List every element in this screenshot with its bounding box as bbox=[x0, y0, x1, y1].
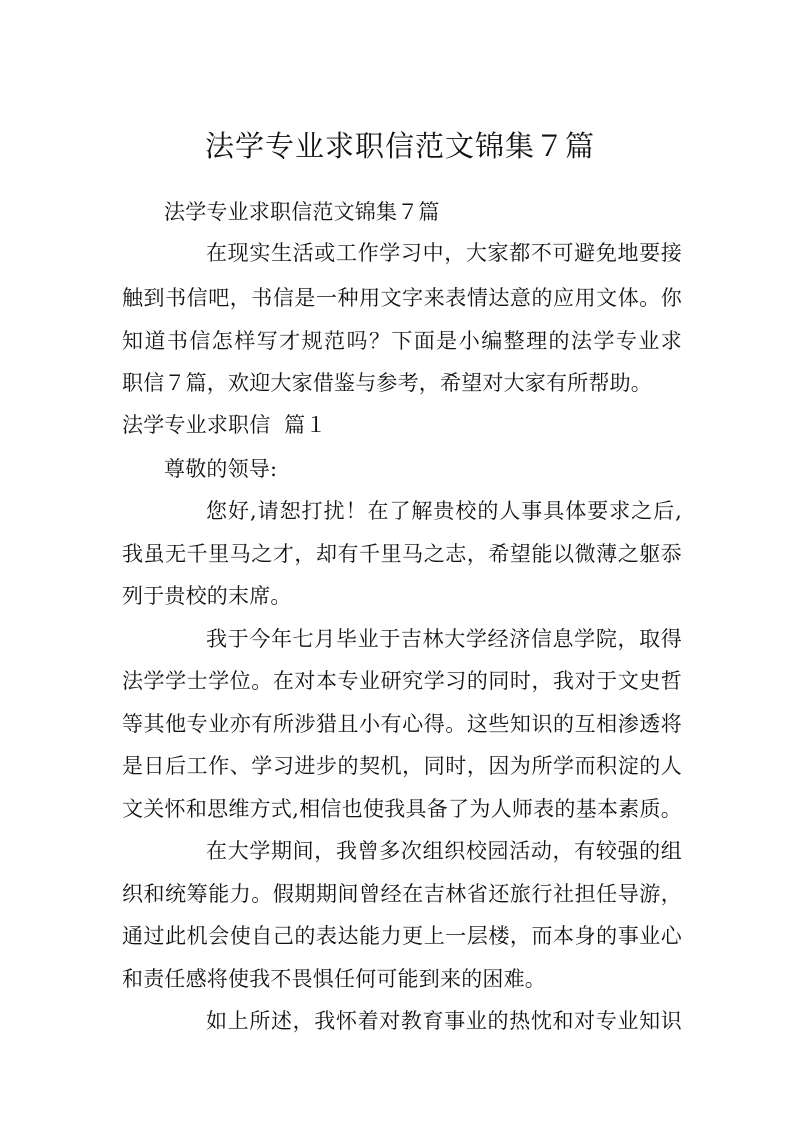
intro-line-2: 触到书信吧，书信是一种用文字来表情达意的应用文体。你 bbox=[122, 286, 682, 310]
paragraph2-line-4: 是日后工作、学习进步的契机，同时，因为所学而积淀的人 bbox=[122, 754, 682, 778]
intro-line-4: 职信７篇，欢迎大家借鉴与参考，希望对大家有所帮助。 bbox=[122, 371, 652, 395]
paragraph2-line-3: 等其他专业亦有所涉猎且小有心得。这些知识的互相渗透将 bbox=[122, 712, 682, 736]
paragraph2-line-1: 我于今年七月毕业于吉林大学经济信息学院，取得 bbox=[206, 627, 682, 651]
paragraph3-line-1: 在大学期间，我曾多次组织校园活动，有较强的组 bbox=[206, 839, 682, 863]
section-heading: 法学专业求职信 篇１ bbox=[122, 413, 327, 437]
paragraph3-line-4: 和责任感将使我不畏惧任何可能到来的困难。 bbox=[122, 967, 546, 991]
greeting: 尊敬的领导: bbox=[164, 457, 278, 481]
document-subtitle: 法学专业求职信范文锦集７篇 bbox=[164, 200, 440, 224]
intro-line-1: 在现实生活或工作学习中，大家都不可避免地要接 bbox=[206, 241, 682, 265]
paragraph3-line-2: 织和统筹能力。假期期间曾经在吉林省还旅行社担任导游， bbox=[122, 882, 682, 906]
paragraph1-line-3: 列于贵校的末席。 bbox=[122, 584, 292, 608]
paragraph4-line-1: 如上所述，我怀着对教育事业的热忱和对专业知识 bbox=[206, 1009, 682, 1033]
paragraph3-line-3: 通过此机会使自己的表达能力更上一层楼，而本身的事业心 bbox=[122, 924, 682, 948]
paragraph1-line-2: 我虽无千里马之才，却有千里马之志，希望能以微薄之躯忝 bbox=[122, 542, 682, 566]
paragraph2-line-5: 文关怀和思维方式,相信也使我具备了为人师表的基本素质。 bbox=[122, 797, 682, 821]
intro-line-3: 知道书信怎样写才规范吗？下面是小编整理的法学专业求 bbox=[122, 329, 682, 353]
document-title: 法学专业求职信范文锦集７篇 bbox=[204, 129, 595, 163]
paragraph1-line-1: 您好,请恕打扰！在了解贵校的人事具体要求之后, bbox=[206, 499, 682, 523]
paragraph2-line-2: 法学学士学位。在对本专业研究学习的同时，我对于文史哲 bbox=[122, 669, 682, 693]
